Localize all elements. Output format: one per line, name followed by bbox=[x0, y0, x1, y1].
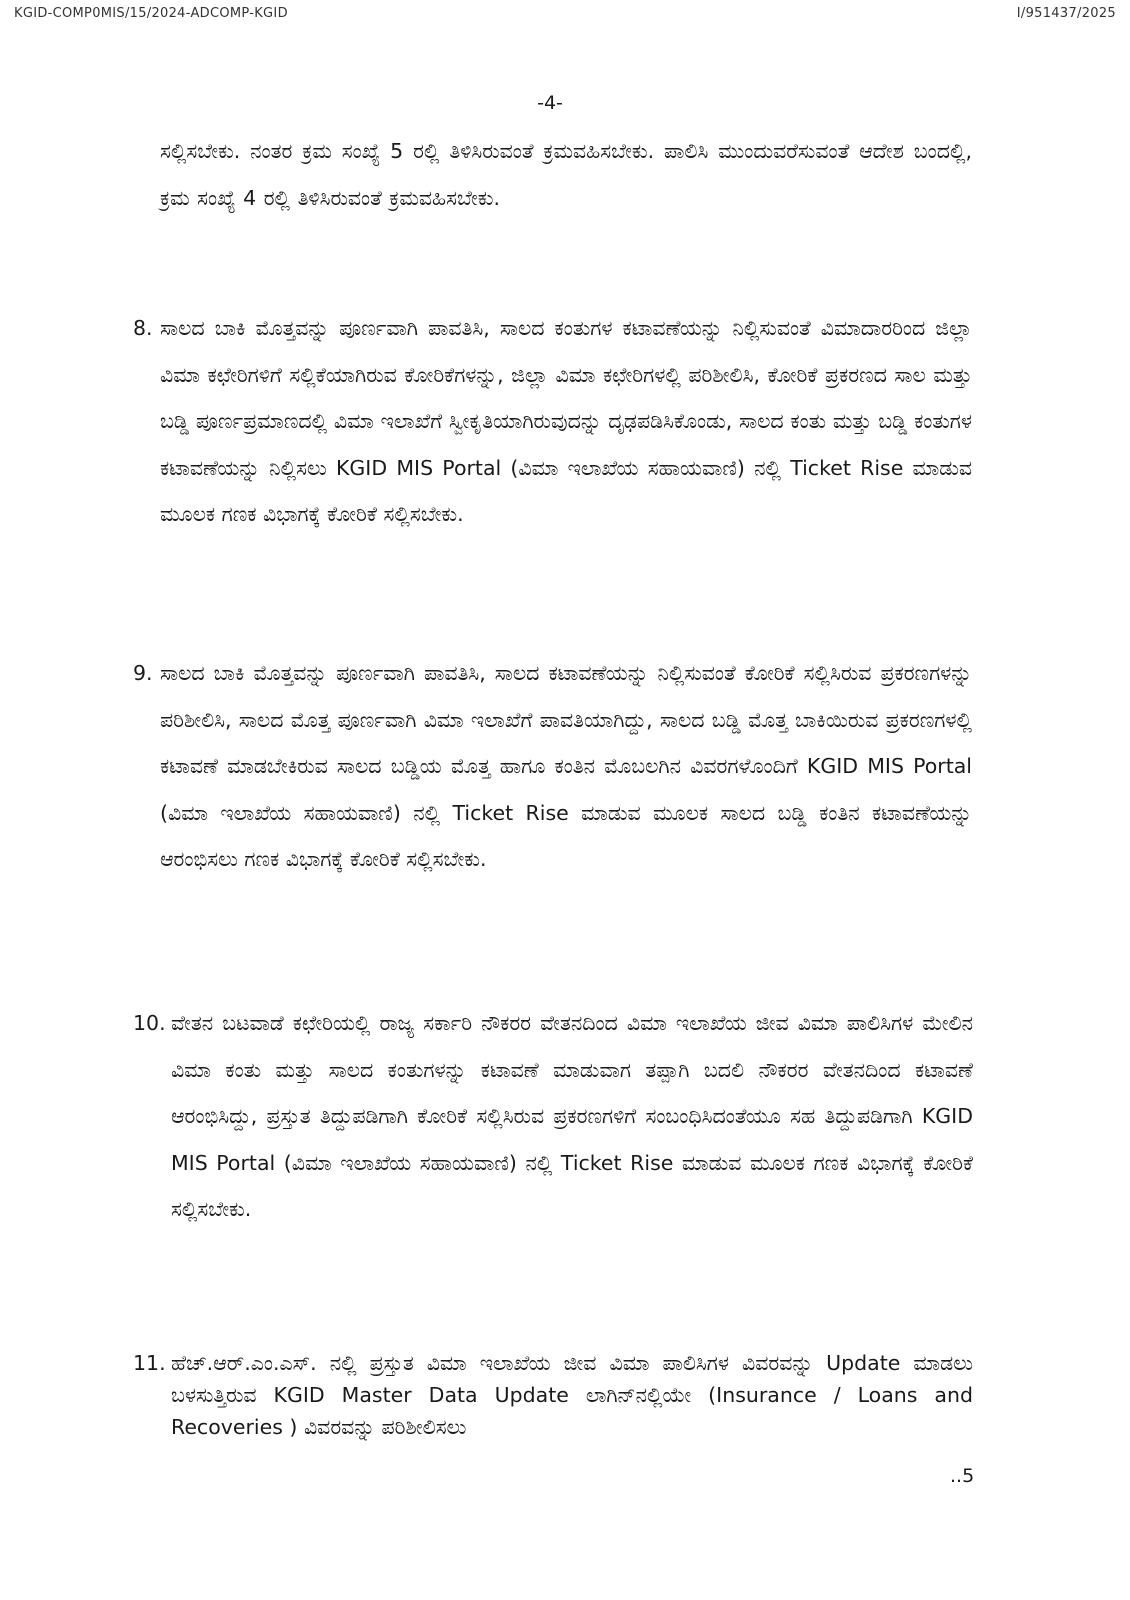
list-item-number: 9. bbox=[133, 661, 153, 685]
page-number: -4- bbox=[537, 92, 563, 114]
continuation-marker: ..5 bbox=[950, 1465, 975, 1487]
file-number-header: KGID-COMP0MIS/15/2024-ADCOMP-KGID bbox=[14, 6, 288, 21]
list-item-number: 8. bbox=[133, 316, 153, 340]
list-item-text: ವೇತನ ಬಟವಾಡೆ ಕಛೇರಿಯಲ್ಲಿ ರಾಜ್ಯ ಸರ್ಕಾರಿ ನೌಕರರ ವೇತನದಿಂದ ವಿಮಾ ಇಲಾಖೆಯ ಜೀವ ವಿಮಾ ಪಾಲಿಸಿಗಳ ಮೇಲಿನ ವಿಮಾ ಕಂತು ಮತ್ತು ಸಾಲದ ಕಂತುಗಳನ್ನು ಕಟಾವಣೆ ಮಾಡುವಾಗ ತಪ್ಪಾಗಿ ಬದಲಿ ನೌಕರರ ವೇತನದಿಂದ ಕಟಾವಣೆ ಆರಂಭಿಸಿದ್ದು, ಪ್ರಸ್ತುತ ತಿದ್ದುಪಡಿಗಾಗಿ ಕೋರಿಕೆ ಸಲ್ಲಿಸಿರುವ ಪ್ರಕರಣಗಳಿಗೆ ಸಂಬಂಧಿಸಿದಂತೆಯೂ ಸಹ ತಿದ್ದುಪಡಿಗಾಗಿ KGID MIS Portal (ವಿಮಾ ಇಲಾಖೆಯ ಸಹಾಯವಾಣಿ) ನಲ್ಲಿ Ticket Rise ಮಾಡುವ ಮೂಲಕ ಗಣಕ ವಿಭಾಗಕ್ಕೆ ಕೋರಿಕೆ ಸಲ್ಲಿಸಬೇಕು. bbox=[171, 1011, 973, 1221]
list-item-text: ಸಾಲದ ಬಾಕಿ ಮೊತ್ತವನ್ನು ಪೂರ್ಣವಾಗಿ ಪಾವತಿಸಿ, ಸಾಲದ ಕಟಾವಣೆಯನ್ನು ನಿಲ್ಲಿಸುವಂತೆ ಕೋರಿಕೆ ಸಲ್ಲಿಸಿರುವ ಪ್ರಕರಣಗಳನ್ನು ಪರಿಶೀಲಿಸಿ, ಸಾಲದ ಮೊತ್ತ ಪೂರ್ಣವಾಗಿ ವಿಮಾ ಇಲಾಖೆಗೆ ಪಾವತಿಯಾಗಿದ್ದು, ಸಾಲದ ಬಡ್ಡಿ ಮೊತ್ತ ಬಾಕಿಯಿರುವ ಪ್ರಕರಣಗಳಲ್ಲಿ ಕಟಾವಣೆ ಮಾಡಬೇಕಿರುವ ಸಾಲದ ಬಡ್ಡಿಯ ಮೊತ್ತ ಹಾಗೂ ಕಂತಿನ ಮೊಬಲಗಿನ ವಿವರಗಳೊಂದಿಗೆ KGID MIS Portal (ವಿಮಾ ಇಲಾಖೆಯ ಸಹಾಯವಾಣಿ) ನಲ್ಲಿ Ticket Rise ಮಾಡುವ ಮೂಲಕ ಸಾಲದ ಬಡ್ಡಿ ಕಂತಿನ ಕಟಾವಣೆಯನ್ನು ಆರಂಭಿಸಲು ಗಣಕ ವಿಭಾಗಕ್ಕೆ ಕೋರಿಕೆ ಸಲ್ಲಿಸಬೇಕು. bbox=[160, 661, 972, 871]
list-item-number: 11. bbox=[133, 1351, 166, 1375]
reference-number-header: I/951437/2025 bbox=[1016, 6, 1116, 21]
list-item-text: ಸಾಲದ ಬಾಕಿ ಮೊತ್ತವನ್ನು ಪೂರ್ಣವಾಗಿ ಪಾವತಿಸಿ, ಸಾಲದ ಕಂತುಗಳ ಕಟಾವಣೆಯನ್ನು ನಿಲ್ಲಿಸುವಂತೆ ವಿಮಾದಾರರಿಂದ ಜಿಲ್ಲಾ ವಿಮಾ ಕಛೇರಿಗಳಿಗೆ ಸಲ್ಲಿಕೆಯಾಗಿರುವ ಕೋರಿಕೆಗಳನ್ನು, ಜಿಲ್ಲಾ ವಿಮಾ ಕಛೇರಿಗಳಲ್ಲಿ ಪರಿಶೀಲಿಸಿ, ಕೋರಿಕೆ ಪ್ರಕರಣದ ಸಾಲ ಮತ್ತು ಬಡ್ಡಿ ಪೂರ್ಣಪ್ರಮಾಣದಲ್ಲಿ ವಿಮಾ ಇಲಾಖೆಗೆ ಸ್ವೀಕೃತಿಯಾಗಿರುವುದನ್ನು ದೃಢಪಡಿಸಿಕೊಂಡು, ಸಾಲದ ಕಂತು ಮತ್ತು ಬಡ್ಡಿ ಕಂತುಗಳ ಕಟಾವಣೆಯನ್ನು ನಿಲ್ಲಿಸಲು KGID MIS Portal (ವಿಮಾ ಇಲಾಖೆಯ ಸಹಾಯವಾಣಿ) ನಲ್ಲಿ Ticket Rise ಮಾಡುವ ಮೂಲಕ ಗಣಕ ವಿಭಾಗಕ್ಕೆ ಕೋರಿಕೆ ಸಲ್ಲಿಸಬೇಕು. bbox=[160, 316, 972, 526]
list-item-number: 10. bbox=[133, 1011, 166, 1035]
intro-paragraph: ಸಲ್ಲಿಸಬೇಕು. ನಂತರ ಕ್ರಮ ಸಂಖ್ಯೆ 5 ರಲ್ಲಿ ತಿಳಿಸಿರುವಂತೆ ಕ್ರಮವಹಿಸಬೇಕು. ಪಾಲಿಸಿ ಮುಂದುವರೆಸುವಂತೆ ಆದೇಶ ಬಂದಲ್ಲಿ, ಕ್ರಮ ಸಂಖ್ಯೆ 4 ರಲ್ಲಿ ತಿಳಿಸಿರುವಂತೆ ಕ್ರಮವಹಿಸಬೇಕು. bbox=[160, 139, 972, 210]
list-item-text: ಹೆಚ್.ಆರ್.ಎಂ.ಎಸ್. ನಲ್ಲಿ ಪ್ರಸ್ತುತ ವಿಮಾ ಇಲಾಖೆಯ ಜೀವ ವಿಮಾ ಪಾಲಿಸಿಗಳ ವಿವರವನ್ನು Update ಮಾಡಲು ಬಳಸುತ್ತಿರುವ KGID Master Data Update ಲಾಗಿನ್‌ನಲ್ಲಿಯೇ (Insurance / Loans and Recoveries ) ವಿವರವನ್ನು ಪರಿಶೀಲಿಸಲು bbox=[171, 1351, 973, 1439]
